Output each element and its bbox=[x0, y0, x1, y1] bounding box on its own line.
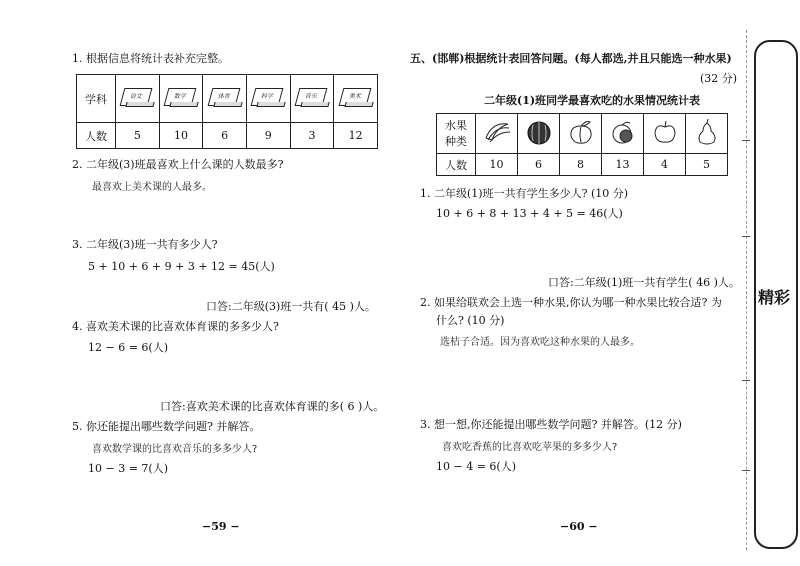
right-section-title: 五、(邯郸)根据统计表回答问题。(每人都选,并且只能选一种水果) bbox=[410, 52, 732, 65]
orange-icon bbox=[602, 114, 644, 154]
fruit-count-cell: 5 bbox=[686, 154, 728, 176]
book-pe: 体育 bbox=[203, 75, 247, 123]
banana-icon bbox=[476, 114, 518, 154]
fruit-count-cell: 10 bbox=[476, 154, 518, 176]
peach-icon bbox=[560, 114, 602, 154]
right-q3-answer: 喜欢吃香蕉的比喜欢吃苹果的多多少人? bbox=[442, 442, 618, 453]
left-q5-equation: 10 − 3 = 7(人) bbox=[88, 462, 168, 475]
count-cell: 12 bbox=[334, 123, 378, 149]
fruit-count-label: 人数 bbox=[437, 154, 476, 176]
count-cell: 6 bbox=[203, 123, 247, 149]
pear-icon bbox=[686, 114, 728, 154]
fruit-count-cell: 4 bbox=[644, 154, 686, 176]
left-q2-answer: 最喜欢上美术课的人最多。 bbox=[92, 182, 212, 193]
binding-tick bbox=[742, 236, 750, 237]
right-q2-title-cont: 什么? (10 分) bbox=[436, 314, 505, 327]
left-q5-answer: 喜欢数学课的比喜欢音乐的多多少人? bbox=[92, 444, 258, 455]
left-q1-title: 1. 根据信息将统计表补充完整。 bbox=[72, 52, 229, 65]
fruit-count-cell: 8 bbox=[560, 154, 602, 176]
right-points: (32 分) bbox=[700, 72, 738, 85]
book-science: 科学 bbox=[246, 75, 290, 123]
right-q1-equation: 10 + 6 + 8 + 13 + 4 + 5 = 46(人) bbox=[436, 207, 623, 220]
fruit-count-cell: 6 bbox=[518, 154, 560, 176]
binding-line bbox=[746, 30, 747, 550]
left-q3-reply: 口答:二年级(3)班一共有( 45 )人。 bbox=[206, 300, 376, 313]
subject-table bbox=[76, 74, 378, 149]
brand-logo: 精彩 bbox=[758, 288, 791, 307]
book-math: 数学 bbox=[159, 75, 203, 123]
left-q4-title: 4. 喜欢美术课的比喜欢体育课的多多少人? bbox=[72, 320, 279, 333]
fruit-row-label-a: 水果 bbox=[445, 118, 467, 132]
left-q3-equation: 5 + 10 + 6 + 9 + 3 + 12 = 45(人) bbox=[88, 260, 275, 273]
left-q5-title: 5. 你还能提出哪些数学问题? 并解答。 bbox=[72, 420, 261, 433]
binding-tick bbox=[742, 140, 750, 141]
count-cell: 5 bbox=[116, 123, 160, 149]
right-q1-reply: 口答:二年级(1)班一共有学生( 46 )人。 bbox=[548, 276, 740, 289]
subject-row-label: 学科 bbox=[77, 75, 116, 123]
fruit-count-cell: 13 bbox=[602, 154, 644, 176]
binding-tick bbox=[742, 380, 750, 381]
count-cell: 9 bbox=[246, 123, 290, 149]
right-q2-title: 2. 如果给联欢会上选一种水果,你认为哪一种水果比较合适? 为 bbox=[420, 296, 722, 309]
fruit-row-label-b: 种类 bbox=[445, 134, 467, 148]
right-q3-title: 3. 想一想,你还能提出哪些数学问题? 并解答。(12 分) bbox=[420, 418, 682, 431]
count-cell: 10 bbox=[159, 123, 203, 149]
count-row-label: 人数 bbox=[77, 123, 116, 149]
left-q2-title: 2. 二年级(3)班最喜欢上什么课的人数最多? bbox=[72, 158, 284, 171]
fruit-table-title: 二年级(1)班同学最喜欢吃的水果情况统计表 bbox=[484, 94, 701, 107]
page-number-left: −59 − bbox=[202, 520, 240, 533]
book-music: 音乐 bbox=[290, 75, 334, 123]
book-art: 美术 bbox=[334, 75, 378, 123]
right-q3-equation: 10 − 4 = 6(人) bbox=[436, 460, 516, 473]
binding-tick bbox=[742, 470, 750, 471]
page-number-right: −60 − bbox=[560, 520, 598, 533]
fruit-row-label bbox=[437, 114, 476, 154]
left-q4-reply: 口答:喜欢美术课的比喜欢体育课的多( 6 )人。 bbox=[160, 400, 385, 413]
fruit-table bbox=[436, 113, 728, 176]
watermelon-icon bbox=[518, 114, 560, 154]
apple-icon bbox=[644, 114, 686, 154]
right-q1-title: 1. 二年级(1)班一共有学生多少人? (10 分) bbox=[420, 187, 629, 200]
left-q4-equation: 12 − 6 = 6(人) bbox=[88, 341, 168, 354]
count-cell: 3 bbox=[290, 123, 334, 149]
left-q3-title: 3. 二年级(3)班一共有多少人? bbox=[72, 238, 218, 251]
right-q2-answer: 选桔子合适。因为喜欢吃这种水果的人最多。 bbox=[440, 337, 640, 348]
book-chinese: 语文 bbox=[116, 75, 160, 123]
